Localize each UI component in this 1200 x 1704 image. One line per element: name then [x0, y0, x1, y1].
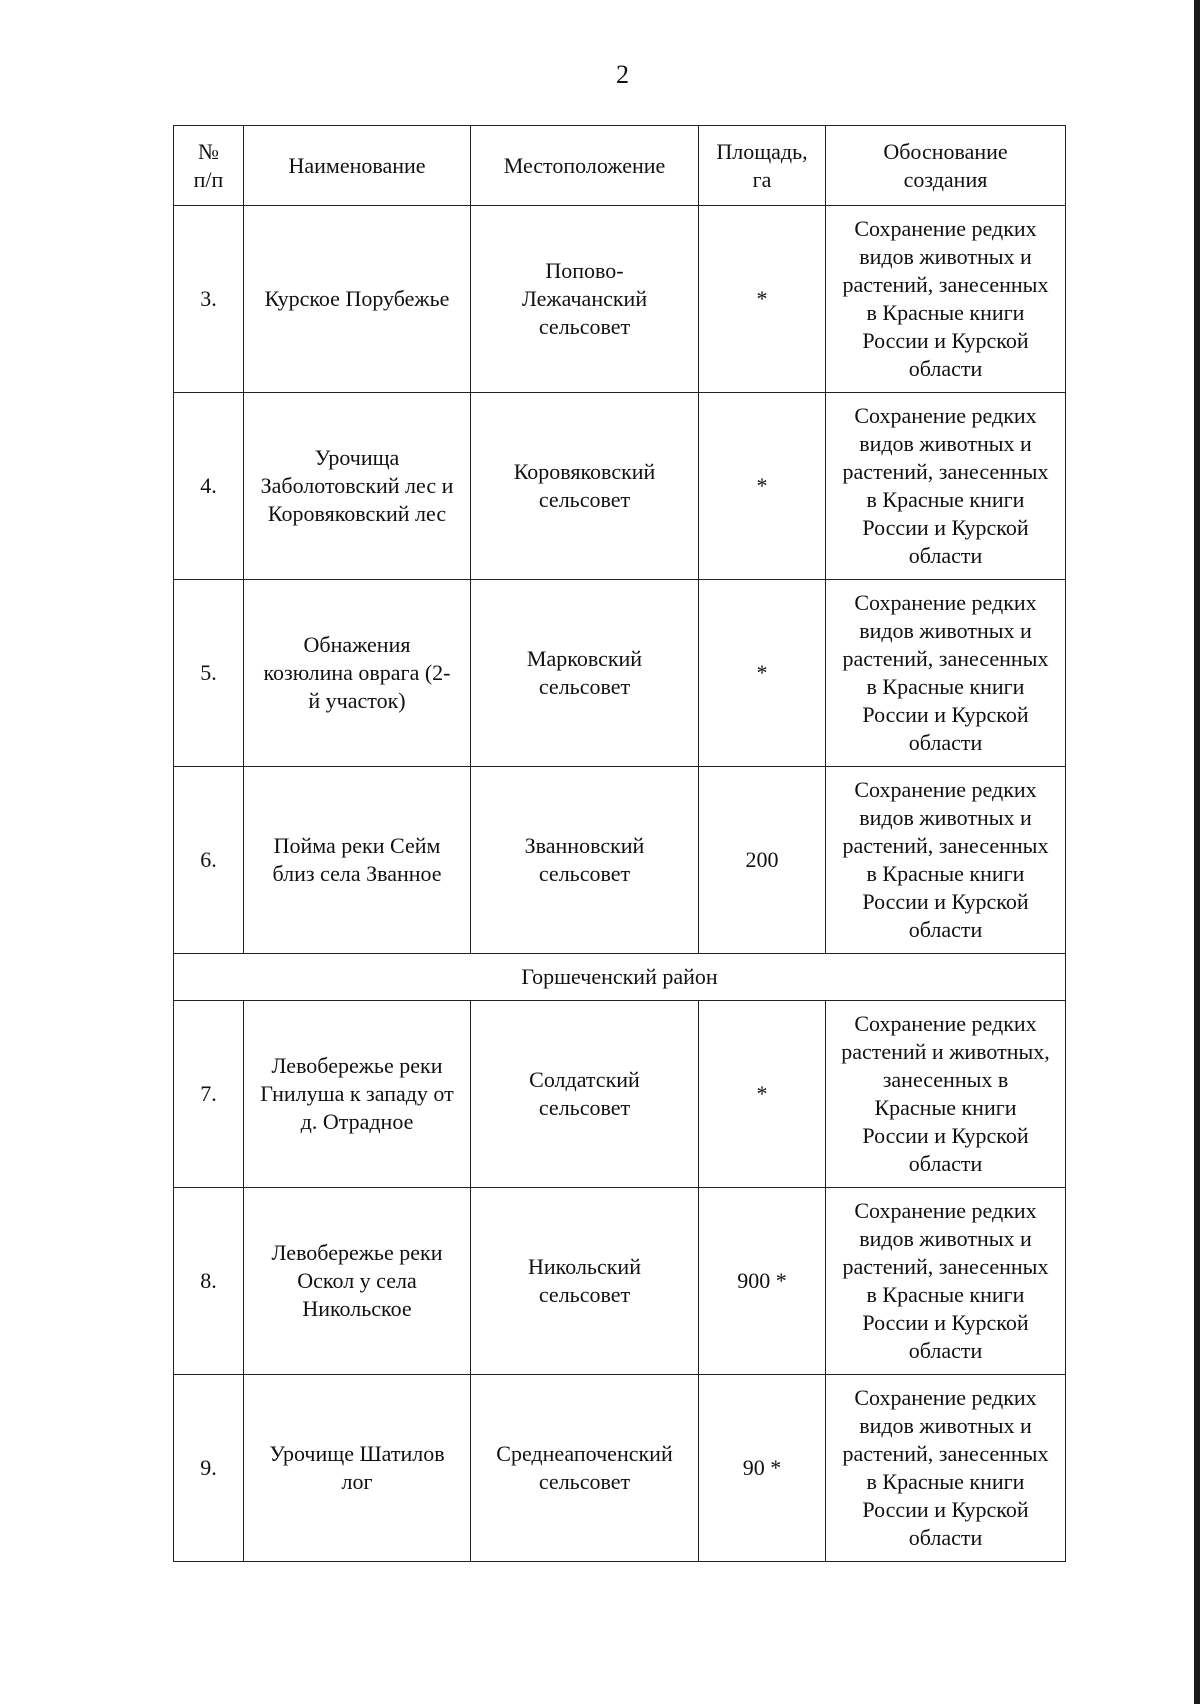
header-area: Площадь, га	[699, 126, 826, 206]
table-row	[174, 393, 1066, 580]
cell-number: 8.	[174, 1188, 244, 1375]
protected-areas-table	[173, 125, 1066, 1562]
table-body	[174, 206, 1066, 1562]
cell-number: 7.	[174, 1001, 244, 1188]
cell-number: 3.	[174, 206, 244, 393]
cell-location: Среднеапоченский сельсовет	[471, 1375, 699, 1562]
cell-area: *	[699, 206, 826, 393]
cell-name: Левобережье реки Оскол у села Никольское	[244, 1188, 471, 1375]
cell-number: 6.	[174, 767, 244, 954]
cell-basis: Сохранение редких видов животных и растений, занесенных в Красные книги России и Курской области	[826, 1188, 1066, 1375]
cell-basis: Сохранение редких видов животных и растений, занесенных в Красные книги России и Курской области	[826, 580, 1066, 767]
cell-location: Никольский сельсовет	[471, 1188, 699, 1375]
header-basis: Обоснование создания	[826, 126, 1066, 206]
table-row	[174, 1188, 1066, 1375]
cell-basis: Сохранение редких растений и животных, занесенных в Красные книги России и Курской области	[826, 1001, 1066, 1188]
header-row	[174, 126, 1066, 206]
header-name: Наименование	[244, 126, 471, 206]
cell-name: Левобережье реки Гнилуша к западу от д. Отрадное	[244, 1001, 471, 1188]
cell-basis: Сохранение редких видов животных и растений, занесенных в Красные книги России и Курской области	[826, 393, 1066, 580]
cell-location: Марковский сельсовет	[471, 580, 699, 767]
cell-area: 90 *	[699, 1375, 826, 1562]
cell-area: *	[699, 393, 826, 580]
table-row	[174, 1375, 1066, 1562]
cell-name: Пойма реки Сейм близ села Званное	[244, 767, 471, 954]
header-location: Местоположение	[471, 126, 699, 206]
cell-name: Урочища Заболотовский лес и Коровяковский лес	[244, 393, 471, 580]
cell-number: 4.	[174, 393, 244, 580]
header-number: № п/п	[174, 126, 244, 206]
cell-area: 200	[699, 767, 826, 954]
table-header	[174, 126, 1066, 206]
page-number: 2	[616, 60, 629, 89]
cell-basis: Сохранение редких видов животных и растений, занесенных в Красные книги России и Курской области	[826, 206, 1066, 393]
cell-location: Попово- Лежачанский сельсовет	[471, 206, 699, 393]
section-row	[174, 954, 1066, 1001]
cell-number: 5.	[174, 580, 244, 767]
cell-area: *	[699, 1001, 826, 1188]
cell-location: Коровяковский сельсовет	[471, 393, 699, 580]
cell-area: 900 *	[699, 1188, 826, 1375]
table-row	[174, 767, 1066, 954]
cell-number: 9.	[174, 1375, 244, 1562]
table-row	[174, 1001, 1066, 1188]
cell-basis: Сохранение редких видов животных и растений, занесенных в Красные книги России и Курской области	[826, 767, 1066, 954]
cell-location: Званновский сельсовет	[471, 767, 699, 954]
cell-basis: Сохранение редких видов животных и растений, занесенных в Красные книги России и Курской области	[826, 1375, 1066, 1562]
scan-edge-shadow	[1194, 0, 1200, 1704]
cell-name: Урочище Шатилов лог	[244, 1375, 471, 1562]
cell-location: Солдатский сельсовет	[471, 1001, 699, 1188]
cell-area: *	[699, 580, 826, 767]
table-row	[174, 206, 1066, 393]
table-row	[174, 580, 1066, 767]
section-title: Горшеченский район	[174, 954, 1066, 1001]
cell-name: Курское Порубежье	[244, 206, 471, 393]
cell-name: Обнажения козюлина оврага (2- й участок)	[244, 580, 471, 767]
